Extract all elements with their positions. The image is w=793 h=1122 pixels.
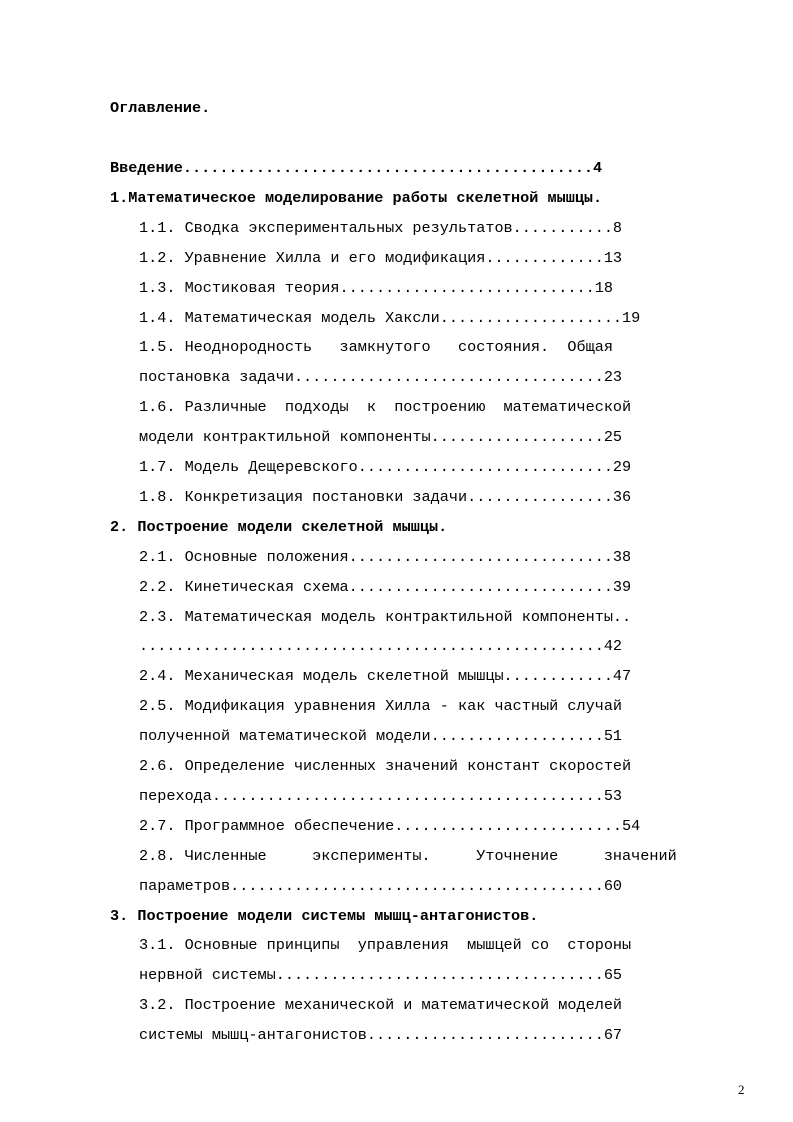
toc-entry: 3.2. Построение механической и математической моделей — [139, 996, 623, 1014]
toc-entry: 2.8. Численные эксперименты. Уточнение значений — [139, 847, 677, 865]
toc-entry: 2.2. Кинетическая схема.............................39 — [139, 578, 632, 596]
toc-entry: 1.7. Модель Дещеревского............................29 — [139, 458, 632, 476]
toc-entry: 1.4. Математическая модель Хаксли....................19 — [139, 309, 641, 327]
toc-entry: 1.8. Конкретизация постановки задачи................36 — [139, 488, 632, 506]
toc-section-heading: 1.Математическое моделирование работы скелетной мышцы. — [110, 189, 603, 207]
toc-entry: полученной математической модели...................51 — [139, 727, 623, 745]
toc-entry: перехода...........................................53 — [139, 787, 623, 805]
toc-entry: модели контрактильной компоненты...................25 — [139, 428, 623, 446]
toc-entry: нервной системы....................................65 — [139, 966, 623, 984]
toc-entry: 1.6. Различные подходы к построению математической — [139, 398, 632, 416]
toc-entry: 2.4. Механическая модель скелетной мышцы............47 — [139, 667, 632, 685]
toc-entry: 2.1. Основные положения.............................38 — [139, 548, 632, 566]
toc-entry: 3.1. Основные принципы управления мышцей со стороны — [139, 936, 632, 954]
toc-entry: 2.6. Определение численных значений констант скоростей — [139, 757, 632, 775]
toc-heading: Оглавление. — [110, 99, 211, 117]
toc-entry: 2.3. Математическая модель контрактильной компоненты.. — [139, 608, 632, 626]
toc-entry: 2.5. Модификация уравнения Хилла - как частный случай — [139, 697, 623, 715]
toc-entry: системы мышц-антагонистов..........................67 — [139, 1026, 623, 1044]
toc-section-heading: 3. Построение модели системы мышц-антагонистов. — [110, 907, 539, 925]
toc-entry: 1.5. Неоднородность замкнутого состояния. Общая — [139, 338, 613, 356]
toc-entry: параметров.........................................60 — [139, 877, 623, 895]
toc-section-heading: 2. Построение модели скелетной мышцы. — [110, 518, 448, 536]
toc-entry: постановка задачи..................................23 — [139, 368, 623, 386]
toc-section-heading: Введение.............................................4 — [110, 159, 603, 177]
toc-entry: 2.7. Программное обеспечение.........................54 — [139, 817, 641, 835]
toc-entry: 1.1. Сводка экспериментальных результатов...........8 — [139, 219, 623, 237]
page-number: 2 — [738, 1082, 745, 1097]
toc-entry: ...................................................42 — [139, 637, 623, 655]
toc-entry: 1.2. Уравнение Хилла и его модификация.............13 — [139, 249, 623, 267]
toc-entry: 1.3. Мостиковая теория............................18 — [139, 279, 613, 297]
